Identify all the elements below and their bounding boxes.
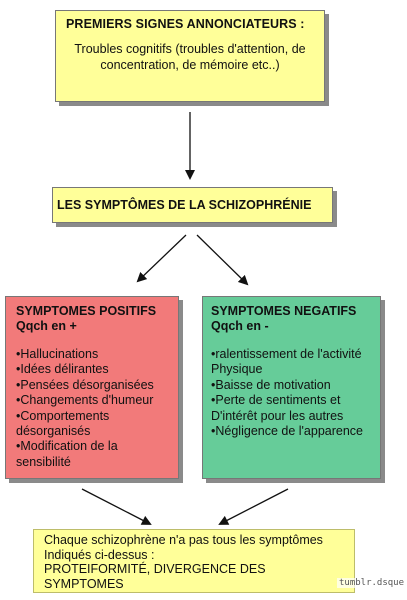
negative-subtitle-line: Qqch en -: [211, 319, 269, 333]
negative-symptoms-title: [211, 304, 374, 334]
symptoms-header-box: [52, 187, 333, 223]
list-item: •Baisse de motivation: [211, 377, 331, 392]
positive-symptoms-list: [16, 347, 171, 470]
conclusion-line: SYMPTOMES: [44, 576, 124, 591]
conclusion-line: PROTEIFORMITÉ, DIVERGENCE DES: [44, 562, 266, 577]
list-item: •Perte de sentiments et: [211, 393, 341, 408]
conclusion-line: Indiqués ci-dessus :: [44, 547, 155, 562]
positive-title-line: SYMPTOMES POSITIFS: [16, 304, 157, 318]
negative-title-line: SYMPTOMES NEGATIFS: [211, 304, 357, 318]
list-item: D'intérêt pour les autres: [211, 408, 344, 423]
early-signs-box: [55, 10, 325, 102]
early-signs-line: concentration, de mémoire etc..): [100, 58, 280, 72]
early-signs-text: [64, 41, 316, 73]
list-item: •Idées délirantes: [16, 362, 109, 377]
positive-symptoms-title: [16, 304, 171, 334]
conclusion-line: Chaque schizophrène n'a pas tous les symptômes: [44, 533, 323, 547]
negative-symptoms-box: [202, 296, 381, 479]
early-signs-title: PREMIERS SIGNES ANNONCIATEURS :: [66, 17, 305, 31]
list-item: sensibilité: [16, 454, 71, 469]
list-item: •Hallucinations: [16, 347, 99, 361]
arrow-middle-to-positive: [138, 235, 186, 281]
arrow-middle-to-negative: [197, 235, 247, 284]
conclusion-box: [33, 529, 355, 593]
early-signs-line: Troubles cognitifs (troubles d'attention, de: [74, 42, 306, 56]
list-item: •Changements d'humeur: [16, 393, 154, 408]
list-item: Physique: [211, 362, 263, 377]
negative-symptoms-list: [211, 347, 374, 439]
arrow-negative-to-bottom: [220, 489, 288, 524]
list-item: •Négligence de l'apparence: [211, 424, 364, 439]
list-item: •Comportements: [16, 408, 110, 423]
list-item: •ralentissement de l'activité: [211, 347, 362, 361]
list-item: •Modification de la: [16, 439, 118, 454]
list-item: •Pensées désorganisées: [16, 377, 154, 392]
arrow-positive-to-bottom: [82, 489, 150, 524]
positive-subtitle-line: Qqch en +: [16, 319, 77, 333]
symptoms-header-title: LES SYMPTÔMES DE LA SCHIZOPHRÉNIE: [57, 198, 312, 212]
positive-symptoms-box: [5, 296, 179, 479]
list-item: désorganisés: [16, 424, 91, 439]
watermark: tumblr.dsque: [339, 578, 405, 588]
